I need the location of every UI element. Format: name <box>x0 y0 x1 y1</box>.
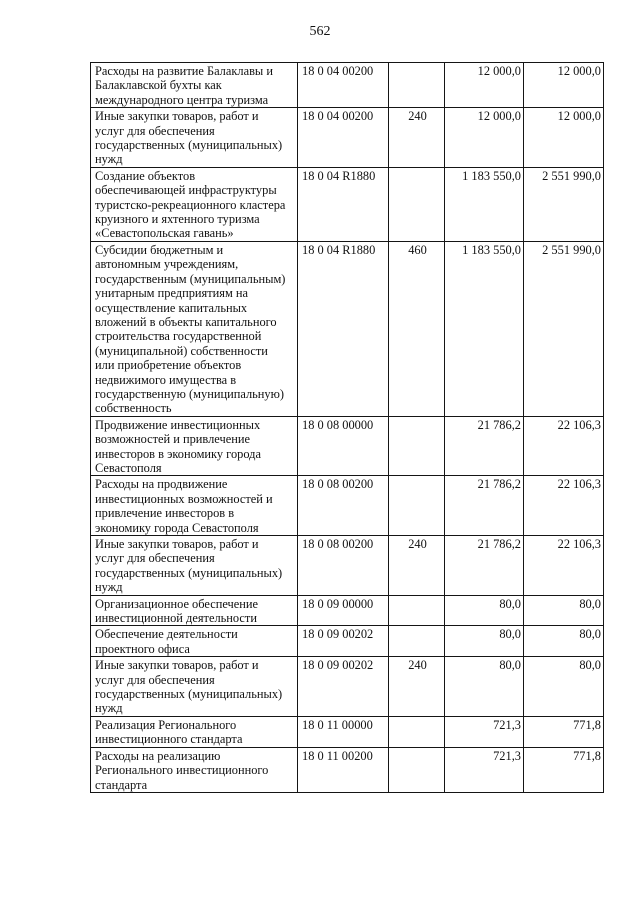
item-name-text: Расходы на продвижение инвестиционных возможностей и привлечение инвесторов в экономику города Севастополя <box>95 477 273 535</box>
amount-year2-text: 80,0 <box>579 627 601 642</box>
item-name-cell <box>91 63 298 108</box>
budget-code-cell <box>298 626 389 657</box>
page-number: 562 <box>309 24 331 39</box>
item-name-cell <box>91 536 298 596</box>
amount-year2-text: 12 000,0 <box>557 64 601 78</box>
budget-code-cell <box>298 536 389 596</box>
budget-code-text: 18 0 04 R1880 <box>302 242 376 257</box>
table-row <box>91 747 604 792</box>
item-name-cell <box>91 747 298 792</box>
amount-year2-text: 22 106,3 <box>557 537 601 551</box>
amount-year1-cell <box>445 626 524 657</box>
expense-type-cell <box>389 241 445 416</box>
amount-year1-text: 80,0 <box>499 627 521 642</box>
budget-table <box>90 62 604 793</box>
budget-code-text: 18 0 08 00200 <box>302 477 374 492</box>
budget-code-cell <box>298 716 389 747</box>
item-name-text: Создание объектов обеспечивающей инфраструктуры туристско-рекреационного кластера круизного и яхтенного туризма «Севастопольская гавань» <box>95 168 286 241</box>
budget-code-text: 18 0 09 00000 <box>302 596 374 611</box>
expense-type-text: 460 <box>408 242 427 257</box>
amount-year2-cell <box>524 595 604 626</box>
item-name-cell <box>91 657 298 717</box>
expense-type-cell <box>389 657 445 717</box>
expense-type-cell <box>389 536 445 596</box>
item-name-cell <box>91 595 298 626</box>
amount-year2-cell <box>524 241 604 416</box>
table-row <box>91 716 604 747</box>
amount-year2-cell <box>524 167 604 241</box>
amount-year1-text: 1 183 550,0 <box>462 242 521 257</box>
amount-year2-text: 771,8 <box>573 717 601 732</box>
expense-type-cell <box>389 63 445 108</box>
amount-year1-cell <box>445 476 524 536</box>
amount-year1-text: 80,0 <box>499 596 521 611</box>
table-row <box>91 167 604 241</box>
amount-year2-cell <box>524 108 604 168</box>
amount-year1-text: 12 000,0 <box>477 64 521 78</box>
amount-year1-text: 1 183 550,0 <box>462 168 521 183</box>
amount-year2-cell <box>524 657 604 717</box>
budget-code-text: 18 0 04 00200 <box>302 64 374 78</box>
table-row <box>91 63 604 108</box>
expense-type-cell <box>389 747 445 792</box>
item-name-cell <box>91 476 298 536</box>
item-name-text: Расходы на реализацию Регионального инвестиционного стандарта <box>95 748 269 792</box>
budget-code-cell <box>298 167 389 241</box>
item-name-cell <box>91 241 298 416</box>
expense-type-cell <box>389 626 445 657</box>
amount-year1-text: 721,3 <box>493 717 521 732</box>
table-row <box>91 536 604 596</box>
item-name-text: Обеспечение деятельности проектного офиса <box>95 627 238 656</box>
amount-year1-cell <box>445 416 524 476</box>
table-row <box>91 595 604 626</box>
table-row <box>91 476 604 536</box>
expense-type-cell <box>389 595 445 626</box>
amount-year2-cell <box>524 476 604 536</box>
expense-type-text: 240 <box>408 109 427 124</box>
budget-code-cell <box>298 416 389 476</box>
item-name-cell <box>91 626 298 657</box>
expense-type-cell <box>389 108 445 168</box>
budget-code-cell <box>298 595 389 626</box>
amount-year1-cell <box>445 108 524 168</box>
amount-year1-cell <box>445 747 524 792</box>
amount-year2-text: 80,0 <box>579 596 601 611</box>
amount-year2-cell <box>524 716 604 747</box>
table-row <box>91 241 604 416</box>
item-name-text: Иные закупки товаров, работ и услуг для обеспечения государственных (муниципальных) нужд <box>95 537 283 595</box>
amount-year1-cell <box>445 595 524 626</box>
item-name-cell <box>91 108 298 168</box>
item-name-text: Организационное обеспечение инвестиционной деятельности <box>95 596 259 626</box>
amount-year1-cell <box>445 716 524 747</box>
amount-year2-cell <box>524 416 604 476</box>
table-row <box>91 416 604 476</box>
item-name-cell <box>91 167 298 241</box>
expense-type-cell <box>389 716 445 747</box>
item-name-cell <box>91 716 298 747</box>
budget-code-cell <box>298 747 389 792</box>
budget-code-text: 18 0 11 00200 <box>302 748 373 763</box>
amount-year1-cell <box>445 536 524 596</box>
expense-type-cell <box>389 416 445 476</box>
budget-code-text: 18 0 08 00200 <box>302 537 374 551</box>
item-name-text: Иные закупки товаров, работ и услуг для обеспечения государственных (муниципальных) нужд <box>95 109 283 167</box>
budget-code-text: 18 0 09 00202 <box>302 627 374 642</box>
amount-year1-text: 21 786,2 <box>477 477 521 492</box>
budget-code-text: 18 0 09 00202 <box>302 658 374 673</box>
table-row <box>91 657 604 717</box>
table-row <box>91 108 604 168</box>
amount-year1-cell <box>445 657 524 717</box>
budget-code-cell <box>298 476 389 536</box>
expense-type-text: 240 <box>408 537 427 551</box>
item-name-text: Расходы на развитие Балаклавы и Балаклавской бухты как международного центра туризма <box>95 64 273 107</box>
amount-year2-cell <box>524 747 604 792</box>
amount-year1-text: 721,3 <box>493 748 521 763</box>
item-name-text: Реализация Регионального инвестиционного стандарта <box>95 717 243 747</box>
amount-year2-text: 771,8 <box>573 748 601 763</box>
amount-year2-cell <box>524 536 604 596</box>
amount-year2-cell <box>524 626 604 657</box>
expense-type-cell <box>389 476 445 536</box>
amount-year2-cell <box>524 63 604 108</box>
item-name-text: Субсидии бюджетным и автономным учреждениям, государственным (муниципальным) унитарным предприятиям на осуществление капитальных вложений в объекты капитального строительства государственной (муниципальной) собственности или приобретение объектов недвижимого имущества в государственную (муниципальную) собственность <box>95 242 286 416</box>
item-name-cell <box>91 416 298 476</box>
amount-year2-text: 22 106,3 <box>557 417 601 432</box>
expense-type-cell <box>389 167 445 241</box>
budget-table-body <box>91 63 604 793</box>
amount-year2-text: 22 106,3 <box>557 477 601 492</box>
amount-year1-text: 12 000,0 <box>477 109 521 124</box>
amount-year2-text: 80,0 <box>579 658 601 673</box>
amount-year1-cell <box>445 167 524 241</box>
budget-code-cell <box>298 108 389 168</box>
amount-year1-cell <box>445 241 524 416</box>
amount-year2-text: 2 551 990,0 <box>542 242 601 257</box>
budget-code-text: 18 0 11 00000 <box>302 717 373 732</box>
expense-type-text: 240 <box>408 658 427 673</box>
budget-code-cell <box>298 657 389 717</box>
budget-code-text: 18 0 04 R1880 <box>302 168 376 183</box>
item-name-text: Иные закупки товаров, работ и услуг для обеспечения государственных (муниципальных) нужд <box>95 658 283 716</box>
budget-code-text: 18 0 08 00000 <box>302 417 374 432</box>
amount-year1-text: 80,0 <box>499 658 521 673</box>
amount-year1-cell <box>445 63 524 108</box>
amount-year1-text: 21 786,2 <box>477 417 521 432</box>
budget-code-cell <box>298 241 389 416</box>
table-row <box>91 626 604 657</box>
item-name-text: Продвижение инвестиционных возможностей и привлечение инвесторов в экономику города Севастополя <box>95 417 261 475</box>
budget-code-cell <box>298 63 389 108</box>
amount-year2-text: 12 000,0 <box>557 109 601 124</box>
amount-year2-text: 2 551 990,0 <box>542 168 601 183</box>
amount-year1-text: 21 786,2 <box>477 537 521 551</box>
budget-code-text: 18 0 04 00200 <box>302 109 374 124</box>
